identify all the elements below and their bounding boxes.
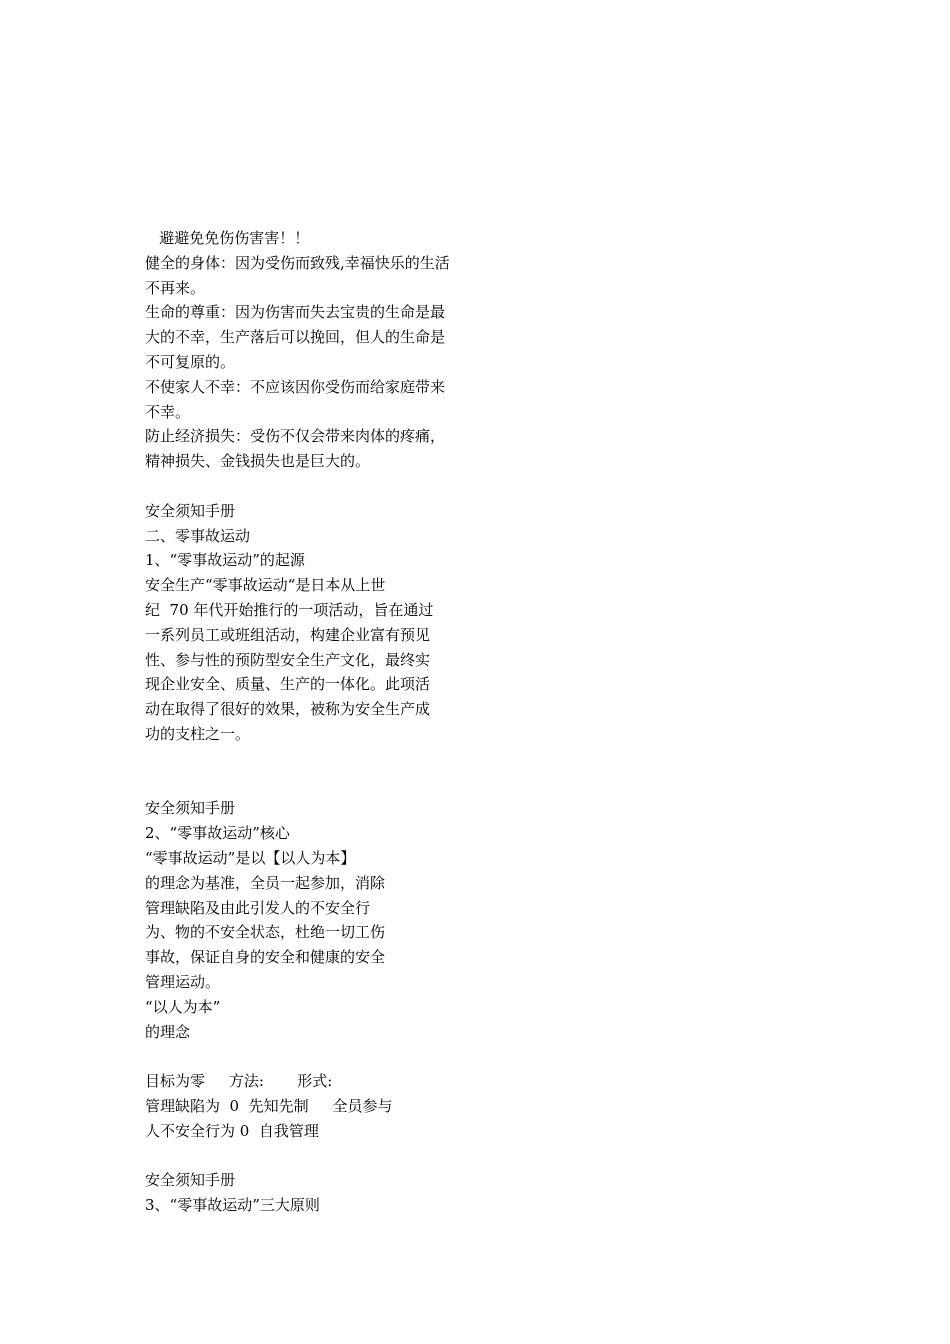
subsection-heading: 2、“零事故运动”核心 [145,824,290,843]
paragraph-line: 为、物的不安全状态，杜绝一切工伤 [145,923,386,942]
blank-line [145,772,505,797]
paragraph-line: 功的支柱之一。 [145,724,251,743]
paragraph-line: 纪 70 年代开始推行的一项活动，旨在通过 [145,600,434,619]
paragraph-line: 性、参与性的预防型安全生产文化，最终实 [145,650,431,669]
paragraph-line: 安全生产“零事故运动“是日本从上世 [145,576,386,595]
table-row: 管理缺陷为 0 先知先制 全员参与 [145,1096,393,1115]
paragraph-line: 不幸。 [145,402,191,421]
blank-line [145,474,505,499]
paragraph-line: 一系列员工或班组活动，构建企业富有预见 [145,625,431,644]
document-body [145,226,505,1218]
paragraph-line: 不可复原的。 [145,352,236,371]
section-title: 安全须知手册 [145,1171,236,1190]
blank-line [145,1044,505,1069]
paragraph-line: 的理念为基准，全员一起参加，消除 [145,873,386,892]
section-title: 安全须知手册 [145,799,236,818]
paragraph-line: 的理念 [145,1022,191,1041]
section-heading: 二、零事故运动 [145,526,251,545]
paragraph-line: 防止经济损失：受伤不仅会带来肉体的疼痛， [145,427,446,446]
paragraph-line: 不使家人不幸：不应该因你受伤而给家庭带来 [145,377,446,396]
paragraph-line: 动在取得了很好的效果，被称为安全生产成 [145,700,431,719]
subsection-heading: 1、“零事故运动”的起源 [145,551,305,570]
paragraph-line: 健全的身体：因为受伤而致残,幸福快乐的生活 [145,253,450,272]
section-title: 安全须知手册 [145,501,236,520]
paragraph-line: 生命的尊重：因为伤害而失去宝贵的生命是最 [145,303,446,322]
heading-avoid-injury: 避避免免伤伤害害！！ [145,229,310,247]
paragraph-line: 管理缺陷及由此引发人的不安全行 [145,898,371,917]
table-row: 人不安全行为 0 自我管理 [145,1121,319,1140]
paragraph-line: 现企业安全、质量、生产的一体化。此项活 [145,675,431,694]
paragraph-line: 管理运动。 [145,972,221,991]
paragraph-line: 不再来。 [145,278,206,297]
paragraph-line: “零事故运动”是以【以人为本】 [145,848,356,867]
paragraph-line: 精神损失、金钱损失也是巨大的。 [145,452,371,471]
subsection-heading: 3、“零事故运动”三大原则 [145,1196,320,1215]
paragraph-line: 大的不幸，生产落后可以挽回，但人的生命是 [145,328,446,347]
table-header-row: 目标为零 方法: 形式: [145,1072,333,1091]
paragraph-line: 事故，保证自身的安全和健康的安全 [145,948,386,967]
paragraph-line: “以人为本” [145,997,221,1016]
blank-line [145,1143,505,1168]
blank-line [145,747,505,772]
